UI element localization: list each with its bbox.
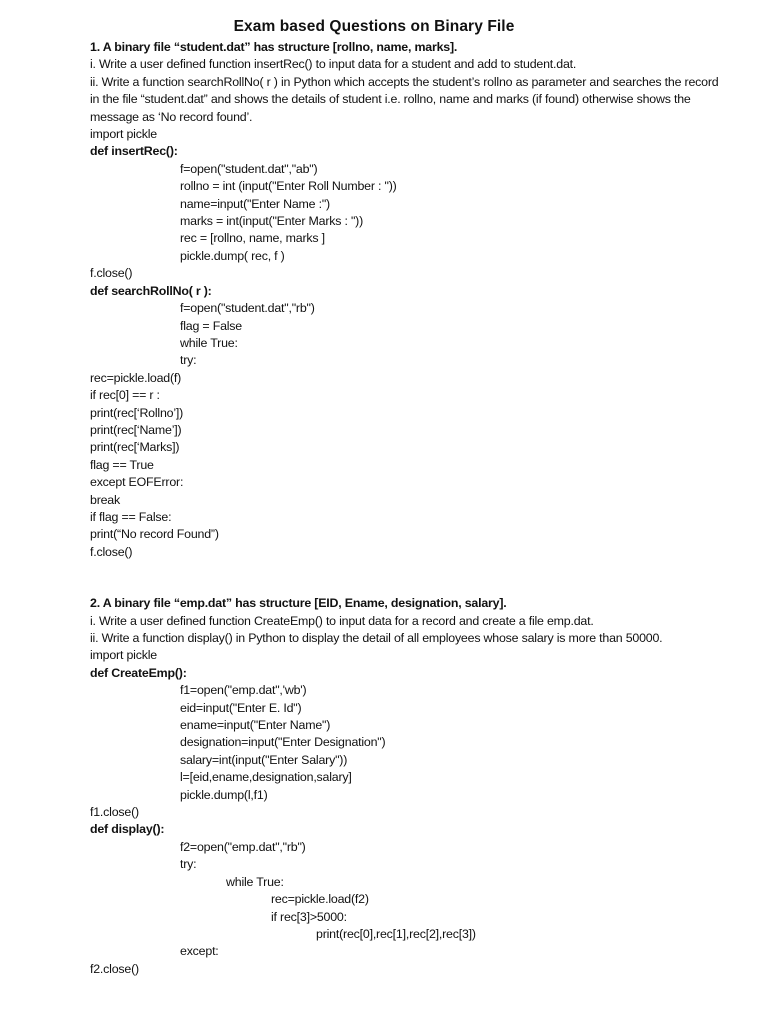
code-line: ename=input("Enter Name") <box>180 718 331 733</box>
question-2-heading: 2. A binary file “emp.dat” has structure [EID, Ename, designation, salary]. <box>90 596 507 611</box>
code-line: try: <box>180 857 197 872</box>
question-1-part-ii: ii. Write a function searchRollNo( r ) in Python which accepts the student’s rollno as parameter and searches the record in the file “student.dat” and shows the details of student i.e. rollno, name and marks (if found) otherwise shows the message as ‘No record found’. <box>90 74 719 124</box>
code-line: marks = int(input("Enter Marks : ")) <box>180 214 364 229</box>
code-line: flag = False <box>180 318 242 333</box>
code-line: flag == True <box>90 457 154 472</box>
code-line: pickle.dump( rec, f ) <box>180 248 285 263</box>
code-line: except: <box>180 944 219 959</box>
code-line: if rec[3]>5000: <box>271 909 347 924</box>
code-line: salary=int(input("Enter Salary")) <box>180 752 348 767</box>
code-line: f2=open("emp.dat","rb") <box>180 839 306 854</box>
code-line: rec = [rollno, name, marks ] <box>180 231 325 246</box>
code-line: import pickle <box>90 648 157 663</box>
code-line: f=open("student.dat","ab") <box>180 161 318 176</box>
code-line: def searchRollNo( r ): <box>90 283 212 298</box>
code-line: f.close() <box>90 266 133 281</box>
section-spacer <box>90 561 728 595</box>
code-line: while True: <box>180 335 238 350</box>
code-line: print(rec[‘Marks]) <box>90 440 180 455</box>
question-2-part-ii: ii. Write a function display() in Python to display the detail of all employees whose salary is more than 50000. <box>90 631 663 645</box>
code-line: import pickle <box>90 127 157 142</box>
code-line: def display(): <box>90 822 165 837</box>
code-line: name=input("Enter Name :") <box>180 196 330 211</box>
code-line: f.close() <box>90 544 133 559</box>
code-line: print(rec[‘Rollno’]) <box>90 405 184 420</box>
code-line: except EOFError: <box>90 475 184 490</box>
code-line: l=[eid,ename,designation,salary] <box>180 770 352 785</box>
question-1-part-i: i. Write a user defined function insertRec() to input data for a student and add to student.dat. <box>90 57 577 72</box>
question-1-heading: 1. A binary file “student.dat” has structure [rollno, name, marks]. <box>90 40 458 54</box>
code-line: print(rec[‘Name’]) <box>90 422 182 437</box>
code-line: if rec[0] == r : <box>90 388 160 403</box>
code-line: f=open("student.dat","rb") <box>180 301 315 316</box>
code-line: pickle.dump(l,f1) <box>180 787 268 802</box>
code-line: eid=input("Enter E. Id") <box>180 700 302 715</box>
code-line: rec=pickle.load(f2) <box>271 892 369 907</box>
question-2-part-i: i. Write a user defined function CreateEmp() to input data for a record and create a file emp.dat. <box>90 613 594 628</box>
page-title: Exam based Questions on Binary File <box>233 18 515 35</box>
code-line: f1=open("emp.dat",'wb') <box>180 683 307 698</box>
code-line: def CreateEmp(): <box>90 665 187 680</box>
code-line: print(rec[0],rec[1],rec[2],rec[3]) <box>316 926 476 941</box>
code-line: f1.close() <box>90 805 139 820</box>
code-line: designation=input("Enter Designation") <box>180 735 386 750</box>
code-line: if flag == False: <box>90 509 172 524</box>
code-line: f2.close() <box>90 961 139 976</box>
code-line: rollno = int (input("Enter Roll Number : ")) <box>180 179 397 194</box>
code-line: print(“No record Found”) <box>90 527 219 542</box>
code-line: while True: <box>226 874 284 889</box>
code-line: try: <box>180 353 197 368</box>
code-line: rec=pickle.load(f) <box>90 370 182 385</box>
code-line: break <box>90 492 120 507</box>
code-line: def insertRec(): <box>90 144 178 159</box>
